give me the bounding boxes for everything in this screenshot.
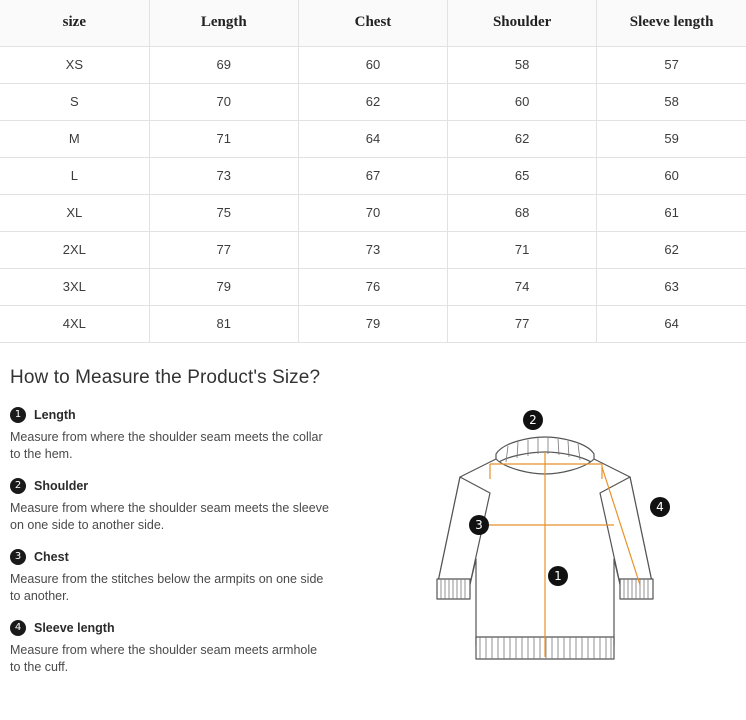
cell-shoulder: 74 bbox=[448, 268, 597, 305]
marker-1-length: 1 bbox=[548, 566, 568, 586]
size-chart-table bbox=[0, 0, 746, 343]
table-row bbox=[0, 231, 746, 268]
cell-shoulder: 77 bbox=[448, 305, 597, 342]
cell-chest: 60 bbox=[298, 46, 447, 83]
step-title: Sleeve length bbox=[34, 620, 115, 635]
marker-3-chest: 3 bbox=[469, 515, 489, 535]
measurement-step-sleeve-length bbox=[10, 620, 340, 676]
size-chart-body bbox=[0, 46, 746, 342]
table-row bbox=[0, 83, 746, 120]
measurement-step-chest bbox=[10, 549, 340, 605]
step-number-badge-icon: 3 bbox=[10, 549, 26, 565]
step-title: Shoulder bbox=[34, 478, 89, 493]
cell-sleeve-length: 57 bbox=[597, 46, 746, 83]
measurement-steps-list bbox=[0, 407, 340, 691]
step-header bbox=[10, 549, 340, 565]
cell-chest: 79 bbox=[298, 305, 447, 342]
column-header-size: size bbox=[0, 0, 149, 46]
cell-length: 69 bbox=[149, 46, 298, 83]
jacket-measurement-diagram bbox=[340, 407, 746, 691]
table-row bbox=[0, 157, 746, 194]
cell-length: 77 bbox=[149, 231, 298, 268]
table-row bbox=[0, 46, 746, 83]
cell-length: 75 bbox=[149, 194, 298, 231]
page-title: How to Measure the Product's Size? bbox=[10, 366, 321, 388]
column-header-length: Length bbox=[149, 0, 298, 46]
cell-size: S bbox=[0, 83, 149, 120]
cell-shoulder: 58 bbox=[448, 46, 597, 83]
step-number-badge-icon: 2 bbox=[10, 478, 26, 494]
step-header bbox=[10, 478, 340, 494]
cell-size: XS bbox=[0, 46, 149, 83]
cell-length: 70 bbox=[149, 83, 298, 120]
cell-length: 79 bbox=[149, 268, 298, 305]
cell-size: M bbox=[0, 120, 149, 157]
jacket-illustration-icon bbox=[340, 407, 736, 667]
cell-sleeve-length: 64 bbox=[597, 305, 746, 342]
measurement-guide-section bbox=[0, 407, 746, 691]
cell-shoulder: 71 bbox=[448, 231, 597, 268]
cell-chest: 67 bbox=[298, 157, 447, 194]
step-header bbox=[10, 620, 340, 636]
cell-size: XL bbox=[0, 194, 149, 231]
column-header-sleeve-length: Sleeve length bbox=[597, 0, 746, 46]
cell-size: 4XL bbox=[0, 305, 149, 342]
cell-length: 81 bbox=[149, 305, 298, 342]
step-header bbox=[10, 407, 340, 423]
cell-shoulder: 68 bbox=[448, 194, 597, 231]
step-description: Measure from where the shoulder seam meets armhole to the cuff. bbox=[10, 642, 318, 674]
cell-chest: 73 bbox=[298, 231, 447, 268]
cell-chest: 62 bbox=[298, 83, 447, 120]
cell-sleeve-length: 63 bbox=[597, 268, 746, 305]
cell-length: 73 bbox=[149, 157, 298, 194]
cell-sleeve-length: 59 bbox=[597, 120, 746, 157]
cell-sleeve-length: 61 bbox=[597, 194, 746, 231]
cell-sleeve-length: 58 bbox=[597, 83, 746, 120]
column-header-shoulder: Shoulder bbox=[448, 0, 597, 46]
cell-length: 71 bbox=[149, 120, 298, 157]
cell-size: L bbox=[0, 157, 149, 194]
table-row bbox=[0, 305, 746, 342]
cell-size: 2XL bbox=[0, 231, 149, 268]
table-row bbox=[0, 268, 746, 305]
marker-2-shoulder: 2 bbox=[523, 410, 543, 430]
cell-chest: 70 bbox=[298, 194, 447, 231]
step-description: Measure from where the shoulder seam meets the collar to the hem. bbox=[10, 429, 323, 461]
table-header-row bbox=[0, 0, 746, 46]
cell-sleeve-length: 62 bbox=[597, 231, 746, 268]
measurement-step-length bbox=[10, 407, 340, 463]
size-chart-header bbox=[0, 0, 746, 46]
cell-shoulder: 65 bbox=[448, 157, 597, 194]
column-header-chest: Chest bbox=[298, 0, 447, 46]
table-row bbox=[0, 120, 746, 157]
step-title: Length bbox=[34, 407, 76, 422]
step-number-badge-icon: 1 bbox=[10, 407, 26, 423]
step-description: Measure from the stitches below the armpits on one side to another. bbox=[10, 571, 324, 603]
cell-shoulder: 60 bbox=[448, 83, 597, 120]
marker-4-sleeve-length: 4 bbox=[650, 497, 670, 517]
step-title: Chest bbox=[34, 549, 69, 564]
step-number-badge-icon: 4 bbox=[10, 620, 26, 636]
step-description: Measure from where the shoulder seam meets the sleeve on one side to another side. bbox=[10, 500, 329, 532]
cell-size: 3XL bbox=[0, 268, 149, 305]
table-row bbox=[0, 194, 746, 231]
cell-chest: 64 bbox=[298, 120, 447, 157]
cell-shoulder: 62 bbox=[448, 120, 597, 157]
measurement-step-shoulder bbox=[10, 478, 340, 534]
cell-chest: 76 bbox=[298, 268, 447, 305]
cell-sleeve-length: 60 bbox=[597, 157, 746, 194]
